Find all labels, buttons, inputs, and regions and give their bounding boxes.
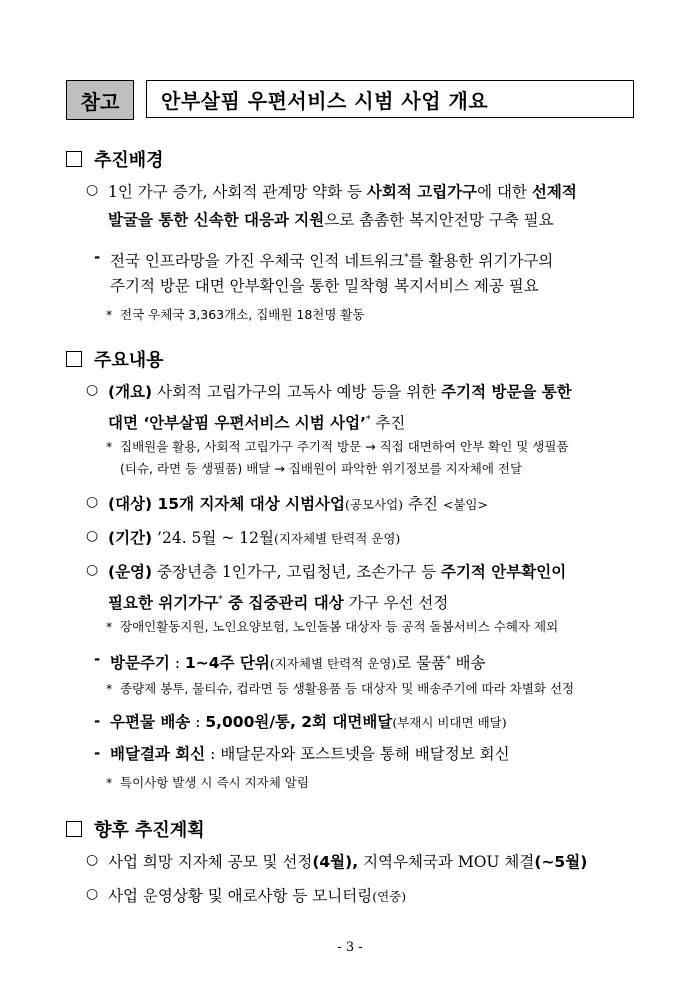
paragraph-line: (운영) 중장년층 1인가구, 고립청년, 조손가구 등 주기적 안부확인이 (108, 563, 567, 581)
page-number: - 3 - (337, 940, 363, 955)
square-bullet-icon (66, 151, 82, 167)
paragraph-line: 우편물 배송 : 5,000원/통, 2회 대면배달(부재시 비대면 배달) (110, 713, 507, 731)
paragraph-line: 사업 운영상황 및 애로사항 등 모니터링(연중) (108, 887, 407, 905)
section-heading-main: 주요내용 (66, 346, 164, 372)
paragraph-line: 1인 가구 증가, 사회적 관계망 약화 등 사회적 고립가구에 대한 선제적 (108, 183, 577, 201)
circle-bullet-icon: ○ (86, 494, 99, 510)
square-bullet-icon (66, 351, 82, 367)
dash-bullet: - (94, 712, 101, 730)
section-heading-plan: 향후 추진계획 (66, 816, 205, 842)
circle-bullet-icon: ○ (86, 382, 99, 398)
paragraph-line: 방문주기 : 1~4주 단위(지자체별 탄력적 운영)로 물품* 배송 (110, 654, 486, 673)
doc-title: 안부살핌 우편서비스 시범 사업 개요 (146, 80, 634, 118)
footnote: (티슈, 라면 등 생필품) 배달 → 집배원이 파악한 위기정보를 지자체에 전달 (120, 461, 523, 476)
paragraph-line: 필요한 위기가구* 중 집중관리 대상 가구 우선 선정 (108, 594, 449, 613)
reference-tag: 참고 (66, 80, 134, 120)
note-marker: * (106, 775, 113, 790)
doc-header (66, 80, 634, 120)
note-marker: * (106, 619, 113, 634)
circle-bullet-icon: ○ (86, 852, 99, 868)
note-marker: * (106, 681, 113, 696)
footnote: 종량제 봉투, 물티슈, 컵라면 등 생활용품 등 대상자 및 배송주기에 따라 차별화 선정 (120, 681, 575, 696)
paragraph-line: 대면 ‘안부살핌 우편서비스 시범 사업’* 추진 (108, 414, 406, 433)
circle-bullet-icon: ○ (86, 886, 99, 902)
circle-bullet-icon: ○ (86, 528, 99, 544)
footnote: 장애인활동지원, 노인요양보험, 노인돌봄 대상자 등 공적 돌봄서비스 수혜자 제외 (120, 619, 559, 634)
paragraph-line: 전국 인프라망을 가진 우체국 인적 네트워크*를 활용한 위기가구의 (110, 252, 554, 271)
square-bullet-icon (66, 821, 82, 837)
paragraph-line: 발굴을 통한 신속한 대응과 지원으로 촘촘한 복지안전망 구축 필요 (108, 211, 554, 229)
paragraph-line: (기간) ’24. 5월 ~ 12월(지자체별 탄력적 운영) (108, 529, 401, 547)
dash-bullet: - (94, 248, 101, 266)
footnote: 전국 우체국 3,363개소, 집배원 18천명 활동 (120, 307, 365, 322)
paragraph-line: (개요) 사회적 고립가구의 고독사 예방 등을 위한 주기적 방문을 통한 (108, 383, 572, 401)
dash-bullet: - (94, 650, 101, 668)
paragraph-line: 배달결과 회신 : 배달문자와 포스트넷을 통해 배달정보 회신 (110, 745, 510, 763)
note-marker: * (106, 307, 113, 322)
paragraph-line: 주기적 방문 대면 안부확인을 통한 밀착형 복지서비스 제공 필요 (110, 277, 539, 295)
section-heading-background: 추진배경 (66, 146, 164, 172)
circle-bullet-icon: ○ (86, 182, 99, 198)
paragraph-line: (대상) 15개 지자체 대상 시범사업(공모사업) 추진 <붙임> (108, 495, 488, 513)
dash-bullet: - (94, 744, 101, 762)
paragraph-line: 사업 희망 지자체 공모 및 선정(4월), 지역우체국과 MOU 체결(~5월) (108, 853, 588, 871)
footnote: 집배원을 활용, 사회적 고립가구 주기적 방문 → 직접 대면하여 안부 확인 및 생필품 (120, 439, 569, 454)
note-marker: * (106, 439, 113, 454)
footnote: 특이사항 발생 시 즉시 지자체 알림 (120, 775, 309, 790)
circle-bullet-icon: ○ (86, 562, 99, 578)
